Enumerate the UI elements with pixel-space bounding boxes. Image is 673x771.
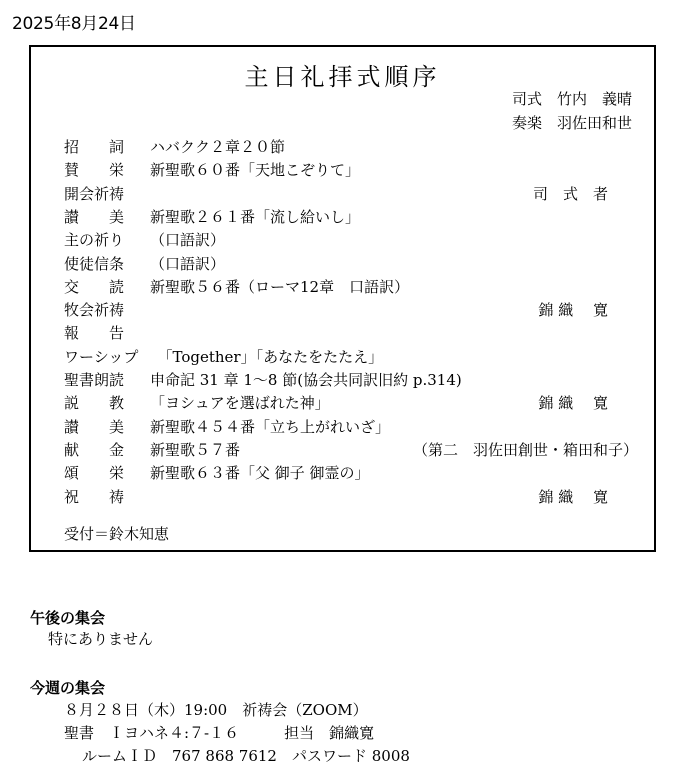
order-item-leader: 錦 織 寛: [538, 394, 608, 413]
order-item-label: 賛 栄: [64, 161, 125, 180]
weekly-zoom-line: ルームＩＤ 767 868 7612 パスワード 8008: [82, 747, 410, 765]
order-item-content: 新聖歌５６番（ローマ12章 口語訳）: [150, 277, 410, 296]
order-item-label: 頌 栄: [64, 464, 125, 483]
order-item-content: 新聖歌６０番「天地こぞりて」: [150, 161, 361, 180]
order-item-content: （口語訳）: [150, 254, 226, 273]
order-item: [64, 206, 632, 228]
order-item-content: 申命記 31 章 1〜8 節(協会共同訳旧約 p.314): [150, 371, 462, 389]
weekly-scripture-line: 聖書 Ｉヨハネ４:７-１６ 担当 錦織寛: [64, 724, 375, 742]
order-item: [64, 159, 632, 181]
order-item: [64, 299, 632, 321]
order-item-label: 祝 祷: [64, 487, 125, 506]
order-item: [64, 322, 632, 344]
order-item-content: ハバクク２章２０節: [150, 138, 286, 156]
order-item: [64, 369, 632, 391]
order-item-label: ワーシップ: [64, 347, 139, 366]
order-item-content: 新聖歌２６１番「流し給いし」: [150, 207, 361, 226]
order-item-leader: 錦 織 寛: [538, 487, 608, 506]
order-item-label: 報 告: [64, 324, 125, 343]
order-item-leader: 司 式 者: [532, 184, 608, 203]
order-item-content: （口語訳）: [150, 231, 226, 250]
order-item-label: 説 教: [64, 394, 125, 413]
order-item-label: 讃 美: [64, 417, 125, 436]
order-item-label: 交 読: [64, 277, 125, 296]
order-item-label: 献 金: [64, 440, 125, 459]
order-item-content: 新聖歌６３番「父 御子 御霊の」: [150, 464, 370, 483]
afternoon-heading: 午後の集会: [30, 609, 106, 627]
order-item-content: 「Together」「あなたをたたえ」: [150, 347, 384, 366]
service-date: 2025年8月24日: [12, 14, 136, 34]
order-item: [64, 416, 632, 438]
organist-credit: 奏楽 羽佐田和世: [511, 114, 632, 132]
reception-note: 受付＝鈴木知恵: [64, 525, 170, 543]
order-title: 主日礼拝式順序: [244, 63, 441, 91]
order-item-leader: 錦 織 寛: [538, 301, 608, 320]
service-order-box: [29, 45, 656, 552]
weekly-heading: 今週の集会: [30, 679, 106, 697]
order-item-label: 主の祈り: [64, 231, 125, 250]
order-item: [64, 486, 632, 508]
order-item-content: 新聖歌４５４番「立ち上がれいざ」: [150, 417, 391, 436]
order-item: [64, 439, 638, 461]
officiant-credit: 司式 竹内 義晴: [511, 90, 632, 108]
order-item: [64, 136, 632, 158]
order-item-leader: （第二 羽佐田創世・箱田和子）: [412, 440, 638, 459]
afternoon-text: 特にありません: [48, 630, 154, 648]
order-item: [64, 462, 632, 484]
order-item-label: 牧会祈祷: [64, 301, 125, 320]
order-item-label: 讃 美: [64, 207, 125, 226]
order-item: [64, 392, 632, 414]
order-item: [64, 253, 632, 275]
order-item-label: 招 詞: [64, 138, 125, 156]
order-item-content: 「ヨシュアを選ばれた神」: [150, 394, 330, 413]
order-item: [64, 276, 632, 298]
order-item-content: 新聖歌５７番: [150, 440, 241, 459]
order-item-label: 聖書朗読: [64, 371, 125, 389]
order-item: [64, 346, 632, 368]
order-item-label: 使徒信条: [64, 254, 125, 273]
order-item: [64, 183, 632, 205]
weekly-meeting-line: ８月２８日（木）19:00 祈祷会（ZOOM）: [64, 701, 368, 719]
order-item-label: 開会祈祷: [64, 184, 125, 203]
order-item: [64, 229, 632, 251]
